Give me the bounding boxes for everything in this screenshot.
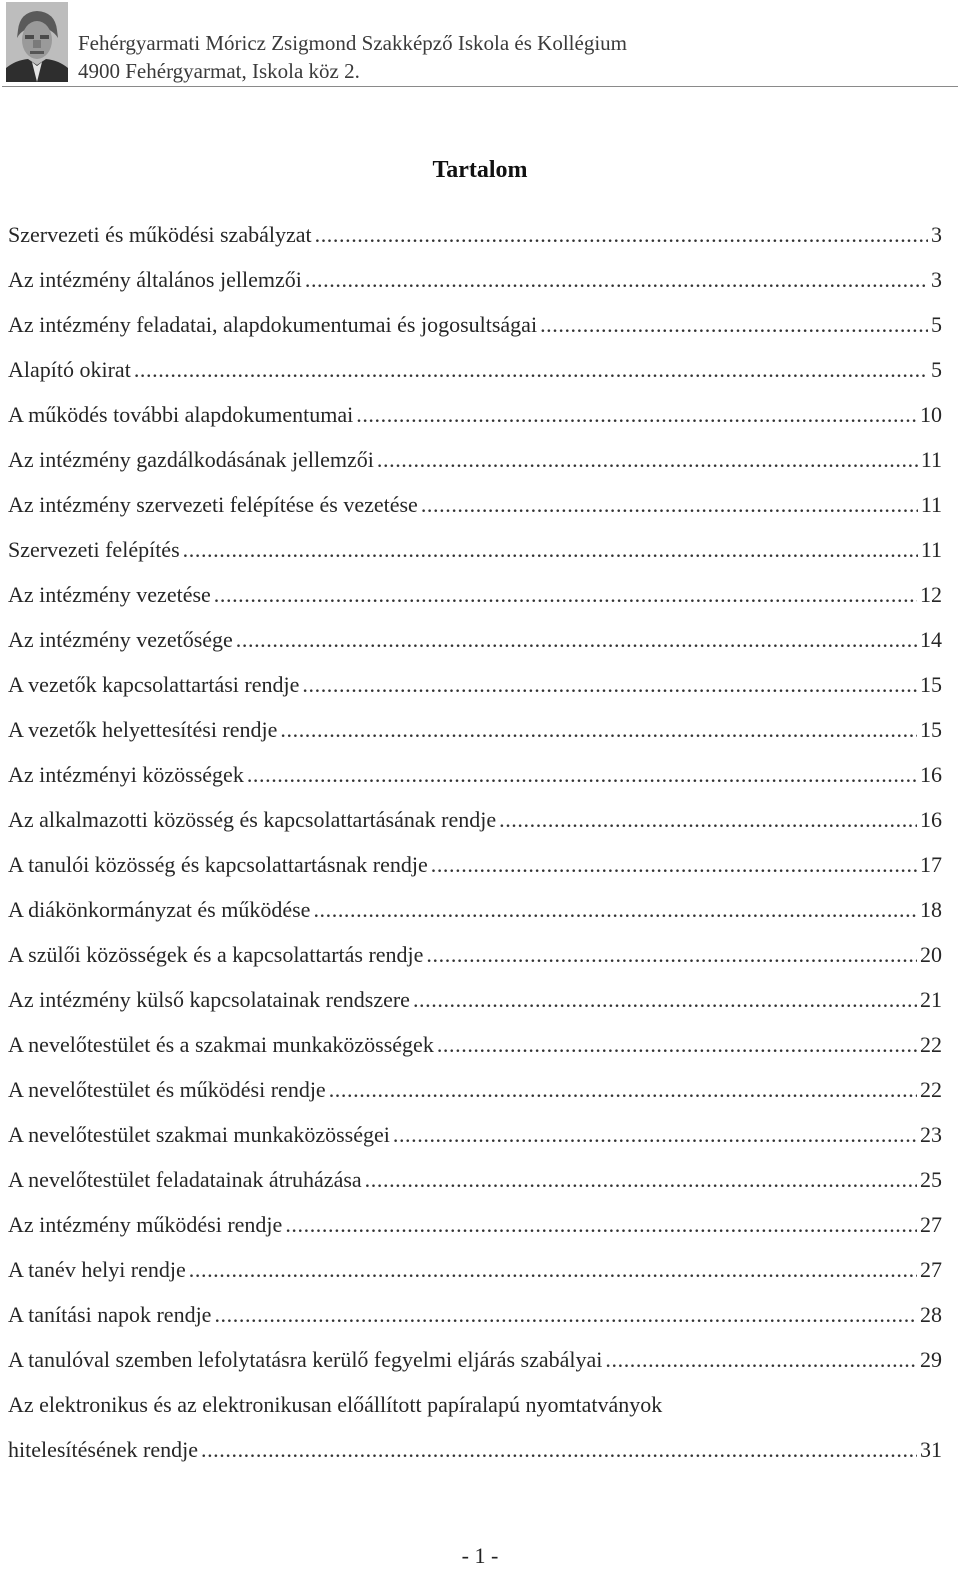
toc-entry[interactable] (8, 1247, 942, 1292)
toc-entry-title: Szervezeti és működési szabályzat (8, 222, 312, 247)
toc-entry[interactable] (8, 1112, 942, 1157)
toc-entry-title: Az intézmény vezetése (8, 582, 211, 607)
dot-leader (329, 1067, 917, 1112)
dot-leader (356, 392, 917, 437)
toc-entry-page: 3 (931, 267, 942, 292)
school-address: 4900 Fehérgyarmat, Iskola köz 2. (78, 59, 360, 83)
toc-entry-title: Az intézmény szervezeti felépítése és vezetése (8, 492, 418, 517)
toc-entry[interactable] (8, 662, 942, 707)
school-name: Fehérgyarmati Móricz Zsigmond Szakképző Iskola és Kollégium (78, 31, 627, 55)
toc-entry[interactable] (8, 797, 942, 842)
toc-entry[interactable] (8, 1202, 942, 1247)
toc-entry[interactable] (8, 1382, 942, 1427)
toc-entry[interactable] (8, 437, 942, 482)
toc-entry-page: 22 (920, 1077, 942, 1102)
toc-entry[interactable] (8, 572, 942, 617)
page-number: - 1 - (461, 1543, 499, 1568)
toc-entry[interactable] (8, 257, 942, 302)
toc-entry[interactable] (8, 1022, 942, 1067)
toc-entry-page: 25 (920, 1167, 942, 1192)
dot-leader (214, 1292, 917, 1337)
dot-leader (134, 347, 928, 392)
toc-entry[interactable] (8, 1337, 942, 1382)
dot-leader (431, 842, 917, 887)
toc-entry[interactable] (8, 1067, 942, 1112)
toc-entry-title: A vezetők helyettesítési rendje (8, 717, 278, 742)
toc-entry-title: A nevelőtestület feladatainak átruházása (8, 1167, 362, 1192)
toc-entry[interactable] (8, 392, 942, 437)
toc-entry-title: Az intézmény működési rendje (8, 1212, 283, 1237)
toc-entry-title: A tanulóval szemben lefolytatásra kerülő fegyelmi eljárás szabályai (8, 1347, 603, 1372)
dot-leader (540, 302, 928, 347)
toc-entry-page: 10 (920, 402, 942, 427)
dot-leader (214, 572, 917, 617)
toc-entry-title: A szülői közösségek és a kapcsolattartás rendje (8, 942, 424, 967)
dot-leader (499, 797, 917, 842)
toc-entry[interactable] (8, 887, 942, 932)
toc-entry-title: A tanulói közösség és kapcsolattartásnak rendje (8, 852, 428, 877)
page-header (0, 0, 960, 92)
dot-leader (305, 257, 928, 302)
dot-leader (437, 1022, 917, 1067)
dot-leader (183, 527, 918, 572)
dot-leader (315, 212, 928, 257)
toc-entry-title: A diákönkormányzat és működése (8, 897, 311, 922)
toc-entry-title: A tanítási napok rendje (8, 1302, 212, 1327)
toc-entry-page: 3 (931, 222, 942, 247)
toc-entry[interactable] (8, 932, 942, 977)
dot-leader (285, 1202, 917, 1247)
toc-entry[interactable] (8, 347, 942, 392)
dot-leader (247, 752, 917, 797)
portrait-photo (6, 2, 68, 82)
toc-entry-page: 14 (920, 627, 942, 652)
toc-entry-page: 5 (931, 312, 942, 337)
dot-leader (377, 437, 918, 482)
toc-entry-page: 27 (920, 1212, 942, 1237)
toc-entry[interactable] (8, 1292, 942, 1337)
toc-entry-title: Az elektronikus és az elektronikusan előállított papíralapú nyomtatványok (8, 1392, 663, 1417)
toc-entry-title: Az alkalmazotti közösség és kapcsolattartásának rendje (8, 807, 497, 832)
dot-leader (313, 887, 917, 932)
toc-entry[interactable] (8, 1427, 942, 1472)
dot-leader (393, 1112, 917, 1157)
table-of-contents (8, 212, 942, 1472)
toc-entry-page: 23 (920, 1122, 942, 1147)
toc-entry-title: Az intézmény feladatai, alapdokumentumai és jogosultságai (8, 312, 538, 337)
toc-entry-page: 28 (920, 1302, 942, 1327)
dot-leader (426, 932, 917, 977)
toc-entry[interactable] (8, 482, 942, 527)
toc-entry-page: 16 (920, 762, 942, 787)
toc-title: Tartalom (432, 157, 528, 183)
dot-leader (365, 1157, 917, 1202)
toc-entry-page: 15 (920, 672, 942, 697)
dot-leader (421, 482, 918, 527)
dot-leader (605, 1337, 917, 1382)
toc-entry[interactable] (8, 977, 942, 1022)
toc-entry[interactable] (8, 1157, 942, 1202)
toc-entry-page: 11 (920, 447, 942, 472)
header-divider (2, 86, 958, 87)
toc-entry-page: 18 (920, 897, 942, 922)
toc-entry[interactable] (8, 707, 942, 752)
toc-entry-title: Az intézmény általános jellemzői (8, 267, 302, 292)
toc-entry-title: Az intézmény külső kapcsolatainak rendszere (8, 987, 410, 1012)
toc-entry-title: Alapító okirat (8, 357, 131, 382)
dot-leader (189, 1247, 917, 1292)
toc-entry-page: 27 (920, 1257, 942, 1282)
toc-entry-title: A vezetők kapcsolattartási rendje (8, 672, 300, 697)
toc-entry[interactable] (8, 527, 942, 572)
toc-entry[interactable] (8, 212, 942, 257)
toc-entry-page: 5 (931, 357, 942, 382)
toc-entry-title: Szervezeti felépítés (8, 537, 180, 562)
toc-entry[interactable] (8, 752, 942, 797)
toc-entry[interactable] (8, 617, 942, 662)
toc-entry-page: 20 (920, 942, 942, 967)
toc-entry-page: 21 (920, 987, 942, 1012)
toc-entry-page: 11 (920, 537, 942, 562)
toc-entry-page: 11 (920, 492, 942, 517)
toc-entry-title: A működés további alapdokumentumai (8, 402, 354, 427)
dot-leader (413, 977, 917, 1022)
toc-entry-title: A nevelőtestület szakmai munkaközösségei (8, 1122, 390, 1147)
dot-leader (236, 617, 917, 662)
toc-entry-page: 31 (920, 1437, 942, 1462)
toc-entry-title: A nevelőtestület és működési rendje (8, 1077, 326, 1102)
toc-entry-title: hitelesítésének rendje (8, 1437, 198, 1462)
toc-entry-title: A nevelőtestület és a szakmai munkaközösségek (8, 1032, 434, 1057)
dot-leader (201, 1427, 917, 1472)
toc-entry-page: 16 (920, 807, 942, 832)
toc-entry-title: Az intézmény vezetősége (8, 627, 233, 652)
toc-entry-title: Az intézmény gazdálkodásának jellemzői (8, 447, 374, 472)
toc-entry-title: A tanév helyi rendje (8, 1257, 186, 1282)
toc-entry-page: 22 (920, 1032, 942, 1057)
toc-entry-title: Az intézményi közösségek (8, 762, 244, 787)
toc-entry-page: 15 (920, 717, 942, 742)
toc-entry-page: 17 (920, 852, 942, 877)
toc-entry-page: 12 (920, 582, 942, 607)
dot-leader (280, 707, 917, 752)
toc-entry[interactable] (8, 302, 942, 347)
toc-entry[interactable] (8, 842, 942, 887)
toc-entry-page: 29 (920, 1347, 942, 1372)
dot-leader (302, 662, 917, 707)
